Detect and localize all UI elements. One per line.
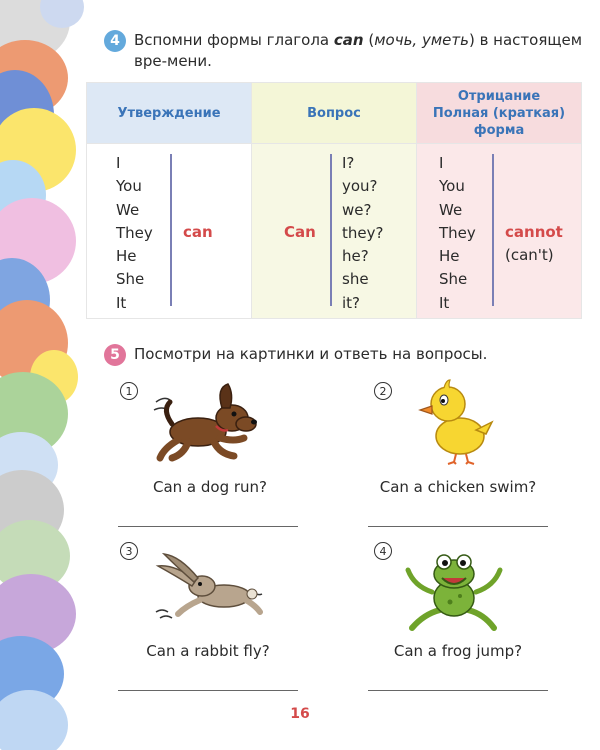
pronoun: It bbox=[116, 293, 127, 312]
negative-verb: cannot bbox=[505, 223, 563, 241]
header-negative-line: Отрицание bbox=[457, 88, 541, 104]
header-question: Вопрос bbox=[252, 83, 417, 144]
verb-gloss: мочь, уметь bbox=[374, 31, 469, 49]
pronoun: They bbox=[439, 223, 476, 242]
task-number-badge: 4 bbox=[104, 30, 126, 52]
question-pronoun: he? bbox=[342, 247, 369, 266]
pronoun: She bbox=[116, 270, 145, 289]
answer-line[interactable] bbox=[118, 690, 298, 691]
task-5-instruction bbox=[104, 344, 584, 366]
answer-line[interactable] bbox=[118, 526, 298, 527]
header-negative-line: форма bbox=[473, 122, 525, 138]
pronoun: We bbox=[116, 200, 140, 219]
question-number: 3 bbox=[120, 542, 138, 560]
answer-line[interactable] bbox=[368, 690, 548, 691]
pronoun: I bbox=[439, 154, 444, 172]
verb-can: can bbox=[333, 31, 364, 49]
header-negative bbox=[417, 83, 582, 144]
task-text-part: Вспомни формы глагола bbox=[134, 31, 334, 49]
pronoun: You bbox=[116, 177, 142, 196]
affirmative-verb: can bbox=[183, 223, 213, 241]
decorative-balloons bbox=[0, 0, 90, 750]
answer-line[interactable] bbox=[368, 526, 548, 527]
pronoun: They bbox=[116, 223, 153, 242]
page-number: 16 bbox=[290, 706, 310, 722]
question-text: Can a frog jump? bbox=[393, 642, 523, 660]
bracket-line bbox=[330, 154, 332, 306]
pronoun: He bbox=[116, 247, 137, 266]
pronoun: It bbox=[439, 293, 450, 312]
pronoun-list bbox=[116, 152, 153, 315]
question-pronoun: she bbox=[342, 270, 369, 289]
question-number: 2 bbox=[374, 382, 392, 400]
pronoun: We bbox=[439, 200, 463, 219]
question-text: Can a rabbit fly? bbox=[146, 642, 270, 660]
question-pronoun-list bbox=[342, 152, 383, 315]
header-negative-line: Полная (краткая) bbox=[432, 105, 566, 121]
can-forms-table bbox=[86, 82, 582, 319]
pronoun: He bbox=[439, 247, 460, 266]
task-text-part: ( bbox=[363, 31, 375, 49]
question-verb: Can bbox=[284, 223, 316, 241]
bracket-line bbox=[492, 154, 494, 306]
task-5-text: Посмотри на картинки и ответь на вопросы. bbox=[134, 345, 488, 363]
question-number: 4 bbox=[374, 542, 392, 560]
dog-icon bbox=[150, 380, 265, 470]
bracket-line bbox=[170, 154, 172, 306]
chick-icon bbox=[418, 378, 498, 466]
negative-cell bbox=[417, 144, 582, 319]
task-4-instruction bbox=[104, 30, 584, 72]
task-4-text bbox=[134, 30, 584, 72]
question-text: Can a dog run? bbox=[152, 478, 268, 496]
negative-forms bbox=[505, 221, 563, 268]
pronoun-list bbox=[439, 152, 476, 315]
question-pronoun: I? bbox=[342, 154, 355, 172]
negative-short-form: (can't) bbox=[505, 246, 554, 265]
question-text: Can a chicken swim? bbox=[379, 478, 537, 496]
frog-icon bbox=[404, 544, 504, 634]
header-affirmative: Утверждение bbox=[87, 83, 252, 144]
pronoun: I bbox=[116, 154, 121, 172]
question-number: 1 bbox=[120, 382, 138, 400]
question-pronoun: you? bbox=[342, 177, 378, 196]
question-cell bbox=[252, 144, 417, 319]
affirmative-cell bbox=[87, 144, 252, 319]
task-number-badge: 5 bbox=[104, 344, 126, 366]
question-pronoun: they? bbox=[342, 223, 384, 242]
pronoun: You bbox=[439, 177, 465, 196]
rabbit-icon bbox=[150, 552, 265, 622]
task-text-part: ) в настоящем вре-мени. bbox=[134, 31, 583, 70]
pronoun: She bbox=[439, 270, 468, 289]
question-pronoun: it? bbox=[342, 293, 361, 312]
question-pronoun: we? bbox=[342, 200, 372, 219]
